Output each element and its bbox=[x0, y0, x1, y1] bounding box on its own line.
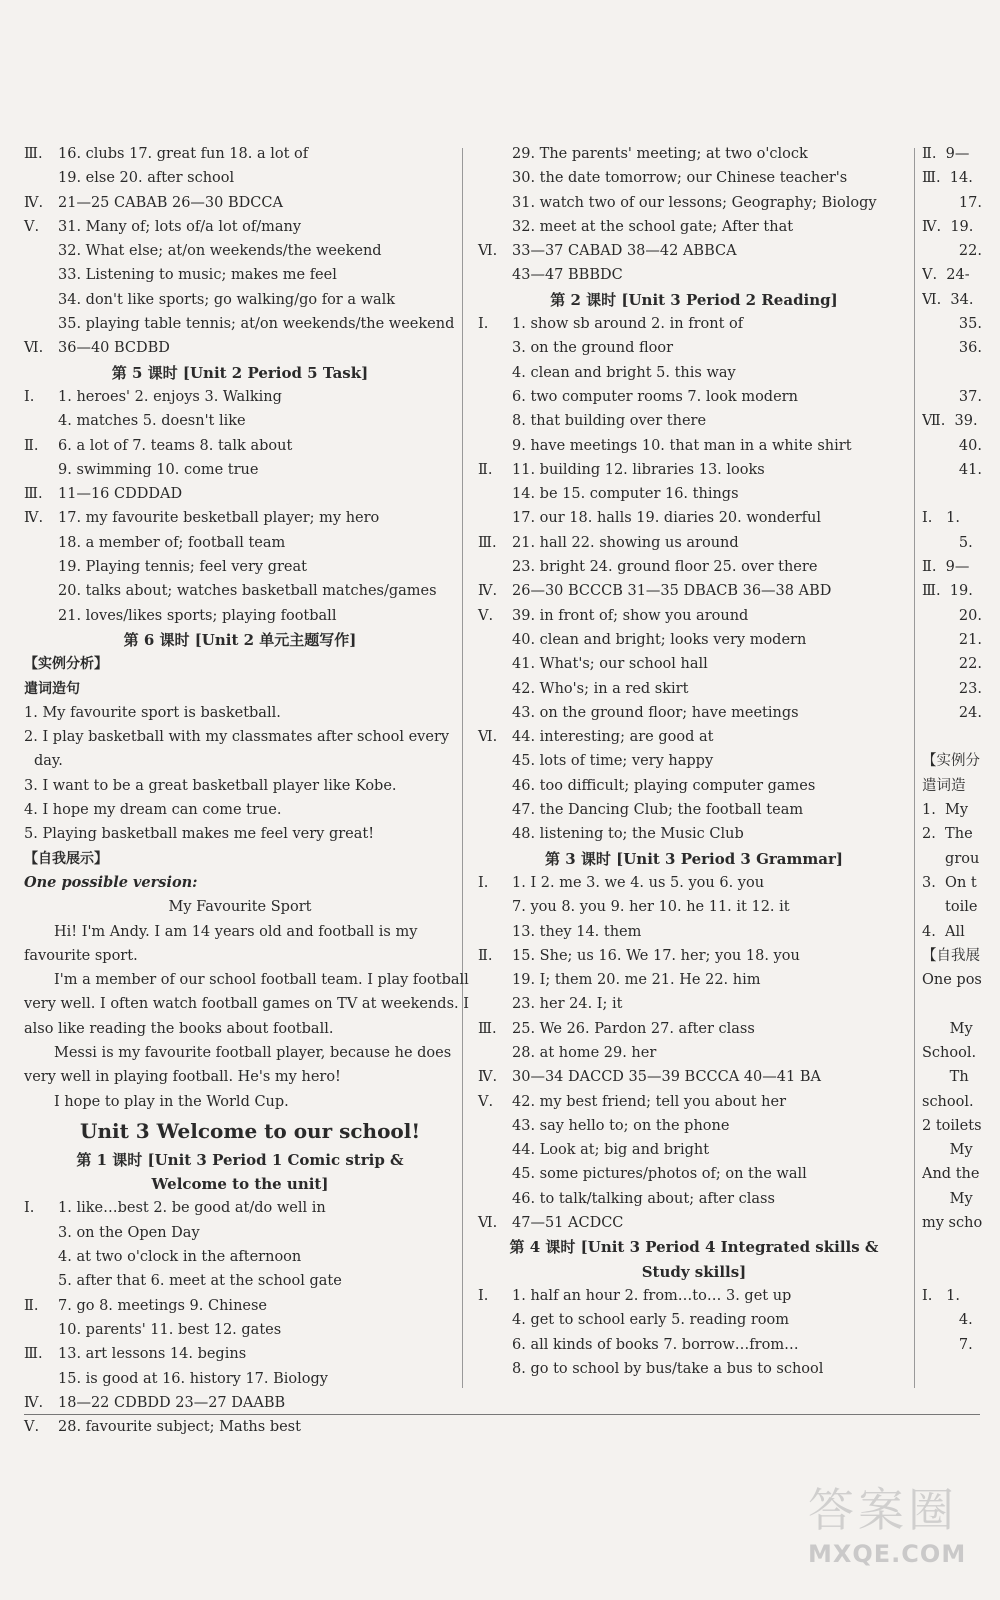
line-text: 1. like…best 2. be good at/do well in bbox=[58, 1200, 326, 1217]
clipped-line: Ⅰ. 1. bbox=[922, 510, 960, 527]
line-text: day. bbox=[34, 753, 63, 770]
line-text: 45. lots of time; very happy bbox=[512, 753, 714, 770]
section-numeral: Ⅰ. bbox=[24, 388, 35, 405]
line-text: 3. on the ground floor bbox=[512, 340, 674, 357]
answer-line bbox=[478, 992, 910, 1016]
clipped-line: 23. bbox=[922, 680, 982, 697]
section-numeral: Ⅵ. bbox=[24, 340, 44, 357]
line-text: 33. Listening to music; makes me feel bbox=[58, 267, 337, 284]
answer-line bbox=[478, 604, 910, 628]
answer-line bbox=[478, 263, 910, 287]
clipped-line: Ⅶ. 39. bbox=[922, 413, 978, 430]
clipped-line: 35. bbox=[922, 316, 982, 333]
line-text: 33—37 CABAD 38—42 ABBCA bbox=[512, 243, 737, 260]
lesson-heading bbox=[478, 1235, 910, 1259]
line-text: 45. some pictures/photos of; on the wall bbox=[512, 1166, 807, 1183]
line-text: Study skills] bbox=[641, 1262, 747, 1281]
clipped-line: 21. bbox=[922, 631, 982, 648]
line-text: 19. else 20. after school bbox=[58, 170, 235, 187]
line-text: 21—25 CABAB 26—30 BDCCA bbox=[58, 194, 283, 211]
section-numeral: Ⅴ. bbox=[24, 1419, 40, 1436]
clipped-line: My bbox=[922, 1020, 973, 1037]
line-text: 43. on the ground floor; have meetings bbox=[512, 704, 799, 721]
answer-line bbox=[24, 555, 456, 579]
line-text: 31. watch two of our lessons; Geography; Biology bbox=[512, 194, 877, 211]
line-text: 第 3 课时 [Unit 3 Period 3 Grammar] bbox=[545, 849, 843, 868]
clipped-line: My bbox=[922, 1190, 973, 1207]
line-text: 第 5 课时 [Unit 2 Period 5 Task] bbox=[111, 363, 369, 382]
answer-line bbox=[478, 822, 910, 846]
line-text: Messi is my favourite football player, because he does bbox=[54, 1044, 452, 1061]
clipped-line bbox=[922, 992, 1000, 1016]
answer-line bbox=[478, 166, 910, 190]
line-text: also like reading the books about football. bbox=[24, 1020, 334, 1037]
clipped-line: Ⅴ. 24- bbox=[922, 267, 970, 284]
answer-line bbox=[24, 1415, 456, 1439]
essay-paragraph-start bbox=[24, 968, 469, 992]
answer-line bbox=[24, 482, 456, 506]
line-text: Unit 3 Welcome to our school! bbox=[80, 1118, 421, 1143]
clipped-line: School. bbox=[922, 1044, 977, 1061]
answer-line bbox=[24, 1269, 456, 1293]
lesson-heading bbox=[24, 361, 456, 385]
answer-line bbox=[478, 1065, 910, 1089]
line-text: 30—34 DACCD 35—39 BCCCA 40—41 BA bbox=[512, 1069, 821, 1086]
line-text: 18. a member of; football team bbox=[58, 534, 286, 551]
line-text: 2. I play basketball with my classmates after school every bbox=[24, 729, 450, 746]
clipped-line: One pos bbox=[922, 972, 982, 989]
answer-line bbox=[24, 215, 456, 239]
line-text: I'm a member of our school football team. I play football bbox=[54, 972, 469, 989]
text-line bbox=[24, 749, 456, 773]
clipped-line: My bbox=[922, 1142, 973, 1159]
answer-line bbox=[24, 458, 456, 482]
line-text: 第 1 课时 [Unit 3 Period 1 Comic strip & bbox=[76, 1150, 404, 1169]
answer-line bbox=[24, 1196, 456, 1220]
line-text: 4. at two o'clock in the afternoon bbox=[58, 1249, 302, 1266]
clipped-line: Ⅵ. 34. bbox=[922, 291, 974, 308]
text-line bbox=[24, 992, 469, 1016]
section-numeral: Ⅱ. bbox=[24, 1297, 39, 1314]
clipped-line: 【自我展 bbox=[922, 947, 980, 964]
lesson-heading bbox=[478, 288, 910, 312]
line-text: 43—47 BBBDC bbox=[512, 267, 623, 284]
essay-paragraph-start bbox=[24, 1090, 456, 1114]
answer-line bbox=[478, 1357, 910, 1381]
answer-line bbox=[478, 701, 910, 725]
line-text: 44. interesting; are good at bbox=[512, 729, 714, 746]
answer-line bbox=[478, 1211, 910, 1235]
section-numeral: Ⅱ. bbox=[24, 437, 39, 454]
section-label bbox=[24, 677, 456, 701]
section-numeral: Ⅵ. bbox=[478, 1215, 498, 1232]
line-text: 20. talks about; watches basketball matches/games bbox=[58, 583, 437, 600]
line-text: 26—30 BCCCB 31—35 DBACB 36—38 ABD bbox=[512, 583, 832, 600]
line-text: 第 4 课时 [Unit 3 Period 4 Integrated skills & bbox=[509, 1238, 879, 1257]
line-text: 23. her 24. I; it bbox=[512, 996, 623, 1013]
section-numeral: Ⅴ. bbox=[24, 218, 40, 235]
essay-title bbox=[24, 895, 456, 919]
text-line bbox=[24, 944, 456, 968]
answer-line bbox=[478, 409, 910, 433]
line-text: 46. too difficult; playing computer games bbox=[512, 777, 816, 794]
essay-paragraph-start bbox=[24, 920, 456, 944]
line-text: Hi! I'm Andy. I am 14 years old and football is my bbox=[54, 923, 418, 940]
section-numeral: Ⅵ. bbox=[478, 243, 498, 260]
line-text: 42. Who's; in a red skirt bbox=[512, 680, 689, 697]
clipped-line: 24. bbox=[922, 704, 982, 721]
clipped-line: 2 toilets bbox=[922, 1117, 982, 1134]
clipped-line: Ⅳ. 19. bbox=[922, 218, 974, 235]
section-numeral: Ⅳ. bbox=[478, 1069, 498, 1086]
answer-line bbox=[24, 1367, 456, 1391]
answer-line bbox=[24, 1245, 456, 1269]
answer-line bbox=[24, 604, 456, 628]
clipped-line: school. bbox=[922, 1093, 974, 1110]
lesson-heading bbox=[24, 1148, 456, 1172]
line-text: 遣词造句 bbox=[24, 680, 80, 697]
line-text: 第 2 课时 [Unit 3 Period 2 Reading] bbox=[550, 290, 838, 309]
line-text: 4. matches 5. doesn't like bbox=[58, 413, 246, 430]
line-text: 4. clean and bright 5. this way bbox=[512, 364, 736, 381]
answer-line bbox=[478, 1162, 910, 1186]
line-text: 25. We 26. Pardon 27. after class bbox=[512, 1020, 755, 1037]
answer-line bbox=[478, 1041, 910, 1065]
clipped-line: 41. bbox=[922, 461, 982, 478]
text-line bbox=[24, 725, 456, 749]
section-numeral: Ⅲ. bbox=[24, 1346, 43, 1363]
section-numeral: Ⅲ. bbox=[24, 486, 43, 503]
line-text: 5. Playing basketball makes me feel very great! bbox=[24, 826, 375, 843]
line-text: 3. on the Open Day bbox=[58, 1224, 200, 1241]
line-text: 28. favourite subject; Maths best bbox=[58, 1419, 301, 1436]
text-line bbox=[24, 774, 456, 798]
line-text: 9. swimming 10. come true bbox=[58, 461, 259, 478]
line-text: 35. playing table tennis; at/on weekends/the weekend bbox=[58, 316, 455, 333]
clipped-line: 5. bbox=[922, 534, 973, 551]
clipped-line: 36. bbox=[922, 340, 982, 357]
answer-line bbox=[478, 336, 910, 360]
section-numeral: Ⅴ. bbox=[478, 607, 494, 624]
answer-line bbox=[478, 1138, 910, 1162]
column-2 bbox=[478, 142, 910, 1381]
clipped-line: grou bbox=[922, 850, 980, 867]
line-text: 6. all kinds of books 7. borrow…from… bbox=[512, 1336, 799, 1353]
line-text: 3. I want to be a great basketball player like Kobe. bbox=[24, 777, 397, 794]
answer-line bbox=[24, 1391, 456, 1415]
answer-line bbox=[478, 215, 910, 239]
line-text: 11—16 CDDDAD bbox=[58, 486, 183, 503]
answer-line bbox=[478, 555, 910, 579]
column-divider bbox=[914, 148, 915, 1388]
answer-line bbox=[24, 1221, 456, 1245]
line-text: 21. loves/likes sports; playing football bbox=[58, 607, 337, 624]
watermark-logo: 答案圈 bbox=[808, 1483, 958, 1537]
clipped-line: 37. bbox=[922, 388, 982, 405]
line-text: 8. go to school by bus/take a bus to school bbox=[512, 1360, 824, 1377]
clipped-line: Th bbox=[922, 1069, 969, 1086]
clipped-line bbox=[922, 1260, 1000, 1284]
section-label bbox=[24, 652, 456, 676]
answer-line bbox=[478, 1308, 910, 1332]
answer-line bbox=[478, 652, 910, 676]
line-text: 42. my best friend; tell you about her bbox=[512, 1093, 787, 1110]
answer-line bbox=[478, 482, 910, 506]
section-numeral: Ⅱ. bbox=[478, 947, 493, 964]
line-text: 34. don't like sports; go walking/go for a walk bbox=[58, 291, 396, 308]
clipped-line: Ⅲ. 19. bbox=[922, 583, 973, 600]
lesson-heading bbox=[478, 847, 910, 871]
line-text: 5. after that 6. meet at the school gate bbox=[58, 1273, 342, 1290]
line-text: 【自我展示】 bbox=[24, 850, 108, 867]
answer-line bbox=[478, 142, 910, 166]
answer-line bbox=[478, 579, 910, 603]
section-numeral: Ⅰ. bbox=[24, 1200, 35, 1217]
line-text: 6. two computer rooms 7. look modern bbox=[512, 388, 798, 405]
unit-title bbox=[24, 1114, 456, 1148]
clipped-line: 遣词造 bbox=[922, 777, 966, 794]
line-text: favourite sport. bbox=[24, 947, 138, 964]
clipped-line bbox=[922, 482, 1000, 506]
line-text: 47—51 ACDCC bbox=[512, 1215, 624, 1232]
answer-line bbox=[478, 628, 910, 652]
answer-line bbox=[478, 920, 910, 944]
line-text: 9. have meetings 10. that man in a white shirt bbox=[512, 437, 852, 454]
line-text: very well in playing football. He's my hero! bbox=[24, 1069, 341, 1086]
answer-line bbox=[478, 191, 910, 215]
line-text: 29. The parents' meeting; at two o'clock bbox=[512, 146, 808, 162]
line-text: 13. they 14. them bbox=[512, 923, 642, 940]
clipped-line: 3. On t bbox=[922, 874, 977, 891]
clipped-line: 【实例分 bbox=[922, 753, 980, 770]
line-text: 18—22 CDBDD 23—27 DAABB bbox=[58, 1394, 286, 1411]
watermark bbox=[808, 1474, 988, 1594]
answer-line bbox=[478, 944, 910, 968]
answer-line bbox=[24, 142, 456, 166]
answer-line bbox=[24, 434, 456, 458]
section-numeral: Ⅰ. bbox=[478, 1287, 489, 1304]
answer-line bbox=[24, 191, 456, 215]
line-text: 1. I 2. me 3. we 4. us 5. you 6. you bbox=[512, 874, 765, 891]
section-numeral: Ⅲ. bbox=[478, 1020, 497, 1037]
answer-line bbox=[478, 968, 910, 992]
line-text: 13. art lessons 14. begins bbox=[58, 1346, 247, 1363]
line-text: Welcome to the unit] bbox=[151, 1175, 329, 1194]
line-text: 40. clean and bright; looks very modern bbox=[512, 631, 807, 648]
line-text: 48. listening to; the Music Club bbox=[512, 826, 744, 843]
line-text: One possible version: bbox=[24, 873, 198, 891]
clipped-line: Ⅰ. 1. bbox=[922, 1287, 960, 1304]
clipped-line: Ⅱ. 9— bbox=[922, 146, 970, 162]
text-line bbox=[24, 798, 456, 822]
line-text: 11. building 12. libraries 13. looks bbox=[512, 461, 765, 478]
line-text: 【实例分析】 bbox=[24, 656, 108, 673]
section-numeral: Ⅳ. bbox=[24, 510, 44, 527]
line-text: 16. clubs 17. great fun 18. a lot of bbox=[58, 146, 309, 162]
line-text: 8. that building over there bbox=[512, 413, 707, 430]
answer-line bbox=[24, 239, 456, 263]
line-text: 15. is good at 16. history 17. Biology bbox=[58, 1370, 328, 1387]
line-text: 47. the Dancing Club; the football team bbox=[512, 802, 804, 819]
section-label bbox=[24, 847, 456, 871]
clipped-line: my scho bbox=[922, 1215, 983, 1232]
section-numeral: Ⅳ. bbox=[478, 583, 498, 600]
essay-paragraph-start bbox=[24, 1041, 456, 1065]
answer-line bbox=[478, 385, 910, 409]
answer-line bbox=[24, 531, 456, 555]
answer-line bbox=[24, 263, 456, 287]
clipped-line: 2. The bbox=[922, 826, 973, 843]
line-text: 41. What's; our school hall bbox=[512, 656, 708, 673]
line-text: 32. What else; at/on weekends/the weekend bbox=[58, 243, 382, 260]
answer-line bbox=[478, 725, 910, 749]
clipped-line bbox=[922, 1235, 1000, 1259]
text-line bbox=[24, 1065, 456, 1089]
answer-line bbox=[478, 677, 910, 701]
line-text: 14. be 15. computer 16. things bbox=[512, 486, 739, 503]
line-text: 43. say hello to; on the phone bbox=[512, 1117, 730, 1134]
clipped-line: Ⅱ. 9— bbox=[922, 559, 970, 576]
answer-line bbox=[24, 166, 456, 190]
column-3-clipped bbox=[922, 142, 1000, 1357]
section-numeral: Ⅲ. bbox=[24, 146, 43, 162]
clipped-line: 17. bbox=[922, 194, 982, 211]
text-line bbox=[24, 822, 456, 846]
line-text: I hope to play in the World Cup. bbox=[54, 1093, 289, 1110]
line-text: 4. I hope my dream can come true. bbox=[24, 802, 282, 819]
answer-line bbox=[478, 774, 910, 798]
clipped-line: 22. bbox=[922, 243, 982, 260]
line-text: 31. Many of; lots of/a lot of/many bbox=[58, 218, 302, 235]
line-text: 36—40 BCDBD bbox=[58, 340, 170, 357]
lesson-heading bbox=[24, 1172, 456, 1196]
clipped-line: 40. bbox=[922, 437, 982, 454]
answer-line bbox=[24, 506, 456, 530]
answer-line bbox=[478, 1284, 910, 1308]
clipped-line: toile bbox=[922, 899, 978, 916]
line-text: My Favourite Sport bbox=[168, 899, 312, 916]
line-text: 19. I; them 20. me 21. He 22. him bbox=[512, 972, 761, 989]
section-numeral: Ⅰ. bbox=[478, 316, 489, 333]
answer-line bbox=[478, 798, 910, 822]
section-numeral: Ⅱ. bbox=[478, 461, 493, 478]
clipped-line: 4. All bbox=[922, 923, 965, 940]
answer-line bbox=[478, 749, 910, 773]
line-text: 30. the date tomorrow; our Chinese teacher's bbox=[512, 170, 848, 187]
answer-line bbox=[24, 579, 456, 603]
line-text: very well. I often watch football games on TV at weekends. I bbox=[24, 996, 469, 1013]
clipped-line: 7. bbox=[922, 1336, 973, 1353]
answer-line bbox=[478, 239, 910, 263]
answer-line bbox=[478, 871, 910, 895]
line-text: 1. My favourite sport is basketball. bbox=[24, 704, 281, 721]
lesson-heading bbox=[478, 1260, 910, 1284]
line-text: 1. show sb around 2. in front of bbox=[512, 316, 744, 333]
section-numeral: Ⅴ. bbox=[478, 1093, 494, 1110]
answer-line bbox=[24, 288, 456, 312]
answer-line bbox=[478, 1114, 910, 1138]
line-text: 7. go 8. meetings 9. Chinese bbox=[58, 1297, 268, 1314]
clipped-line: And the bbox=[922, 1166, 980, 1183]
answer-line bbox=[24, 409, 456, 433]
section-numeral: Ⅲ. bbox=[478, 534, 497, 551]
line-text: 6. a lot of 7. teams 8. talk about bbox=[58, 437, 293, 454]
answer-line bbox=[24, 336, 456, 360]
answer-line bbox=[478, 1017, 910, 1041]
line-text: 39. in front of; show you around bbox=[512, 607, 749, 624]
answer-line bbox=[478, 1090, 910, 1114]
line-text: 46. to talk/talking about; after class bbox=[512, 1190, 775, 1207]
line-text: 7. you 8. you 9. her 10. he 11. it 12. it bbox=[512, 899, 790, 916]
line-text: 23. bright 24. ground floor 25. over there bbox=[512, 559, 818, 576]
answer-line bbox=[478, 1333, 910, 1357]
answer-line bbox=[478, 506, 910, 530]
answer-line bbox=[478, 434, 910, 458]
line-text: 15. She; us 16. We 17. her; you 18. you bbox=[512, 947, 800, 964]
answer-line bbox=[478, 458, 910, 482]
answer-line bbox=[478, 1187, 910, 1211]
clipped-line: 22. bbox=[922, 656, 982, 673]
answer-line bbox=[478, 531, 910, 555]
line-text: 28. at home 29. her bbox=[512, 1044, 657, 1061]
clipped-line bbox=[922, 361, 1000, 385]
clipped-line: 1. My bbox=[922, 802, 969, 819]
answer-line bbox=[478, 312, 910, 336]
clipped-line bbox=[922, 725, 1000, 749]
clipped-line: 20. bbox=[922, 607, 982, 624]
line-text: 44. Look at; big and bright bbox=[512, 1142, 710, 1159]
line-text: 第 6 课时 [Unit 2 单元主题写作] bbox=[123, 630, 357, 649]
section-numeral: Ⅳ. bbox=[24, 1394, 44, 1411]
line-text: 19. Playing tennis; feel very great bbox=[58, 559, 307, 576]
section-numeral: Ⅵ. bbox=[478, 729, 498, 746]
answer-line bbox=[24, 312, 456, 336]
clipped-line: 4. bbox=[922, 1312, 973, 1329]
text-line bbox=[24, 1017, 456, 1041]
text-line bbox=[24, 701, 456, 725]
answer-line bbox=[24, 1342, 456, 1366]
line-text: 17. our 18. halls 19. diaries 20. wonderful bbox=[512, 510, 821, 527]
line-text: 17. my favourite besketball player; my hero bbox=[58, 510, 380, 527]
answer-line bbox=[478, 895, 910, 919]
line-text: 1. heroes' 2. enjoys 3. Walking bbox=[58, 388, 282, 405]
column-1 bbox=[24, 142, 469, 1439]
lesson-heading bbox=[24, 628, 456, 652]
line-text: 21. hall 22. showing us around bbox=[512, 534, 739, 551]
section-numeral: Ⅳ. bbox=[24, 194, 44, 211]
answer-line bbox=[24, 1294, 456, 1318]
column-divider bbox=[462, 148, 463, 1388]
version-label bbox=[24, 871, 456, 895]
answer-line bbox=[24, 1318, 456, 1342]
line-text: 32. meet at the school gate; After that bbox=[512, 218, 794, 235]
line-text: 4. get to school early 5. reading room bbox=[512, 1312, 790, 1329]
watermark-url: MXQE.COM bbox=[808, 1540, 967, 1568]
clipped-line: Ⅲ. 14. bbox=[922, 170, 973, 187]
line-text: 10. parents' 11. best 12. gates bbox=[58, 1321, 282, 1338]
line-text: 1. half an hour 2. from…to… 3. get up bbox=[512, 1287, 792, 1304]
answer-line bbox=[24, 385, 456, 409]
answer-line bbox=[478, 361, 910, 385]
section-numeral: Ⅰ. bbox=[478, 874, 489, 891]
